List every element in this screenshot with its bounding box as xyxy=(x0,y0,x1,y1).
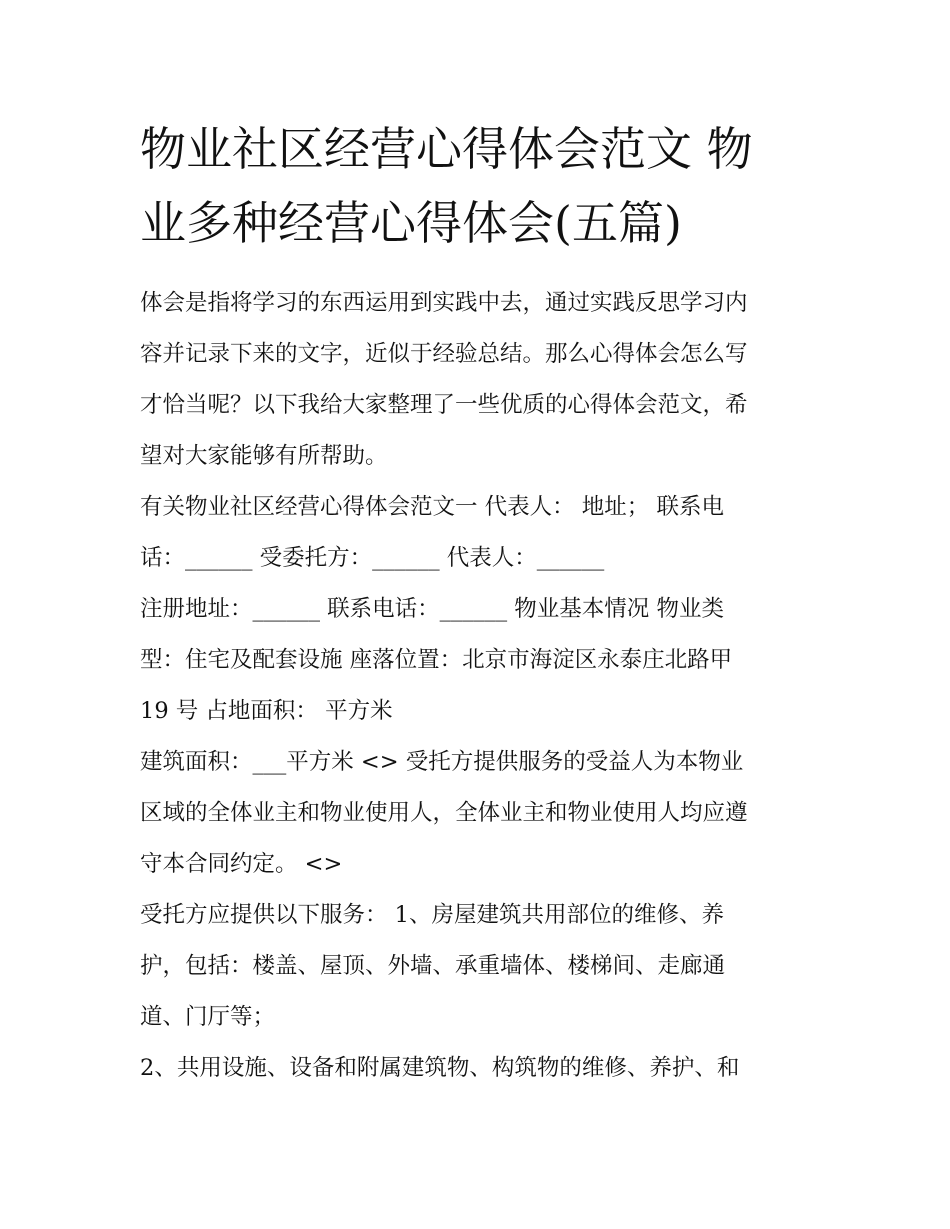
document-title xyxy=(140,112,830,260)
text-line: 型：住宅及配套设施 座落位置：北京市海淀区永泰庄北路甲 xyxy=(140,647,733,673)
title-line: 物业社区经营心得体会范文 物 xyxy=(140,122,753,176)
text-line: 19 号 占地面积： 平方米 xyxy=(140,698,393,724)
text-line: 道、门厅等； xyxy=(140,1004,276,1030)
intro-paragraph xyxy=(140,278,830,482)
text-line: 容并记录下来的文字，近似于经验总结。那么心得体会怎么写 xyxy=(140,341,748,367)
text-line: 才恰当呢？以下我给大家整理了一些优质的心得体会范文，希 xyxy=(140,392,748,418)
facilities-paragraph xyxy=(140,1043,830,1094)
title-line: 业多种经营心得体会(五篇) xyxy=(140,196,682,250)
text-line: 有关物业社区经营心得体会范文一 代表人： 地址； 联系电 xyxy=(140,494,724,520)
text-line: 体会是指将学习的东西运用到实践中去，通过实践反思学习内 xyxy=(140,290,748,316)
text-line: 话：______ 受委托方：______ 代表人：______ xyxy=(140,545,605,571)
text-line: 2、共用设施、设备和附属建筑物、构筑物的维修、养护、和 xyxy=(140,1055,740,1081)
services-paragraph xyxy=(140,890,830,1043)
text-line: 望对大家能够有所帮助。 xyxy=(140,443,388,469)
document-body xyxy=(140,278,830,1094)
text-line: 护，包括：楼盖、屋顶、外墙、承重墙体、楼梯间、走廊通 xyxy=(140,953,726,979)
text-line: 受托方应提供以下服务： 1、房屋建筑共用部位的维修、养 xyxy=(140,902,724,928)
text-line: 区域的全体业主和物业使用人，全体业主和物业使用人均应遵 xyxy=(140,800,748,826)
contract-parties-paragraph xyxy=(140,482,830,584)
building-area-paragraph xyxy=(140,737,830,890)
text-line: 注册地址：______ 联系电话：______ 物业基本情况 物业类 xyxy=(140,596,724,622)
text-line: 守本合同约定。 <> xyxy=(140,851,343,877)
property-info-paragraph xyxy=(140,584,830,737)
text-line: 建筑面积：___平方米 <> 受托方提供服务的受益人为本物业 xyxy=(140,749,744,775)
